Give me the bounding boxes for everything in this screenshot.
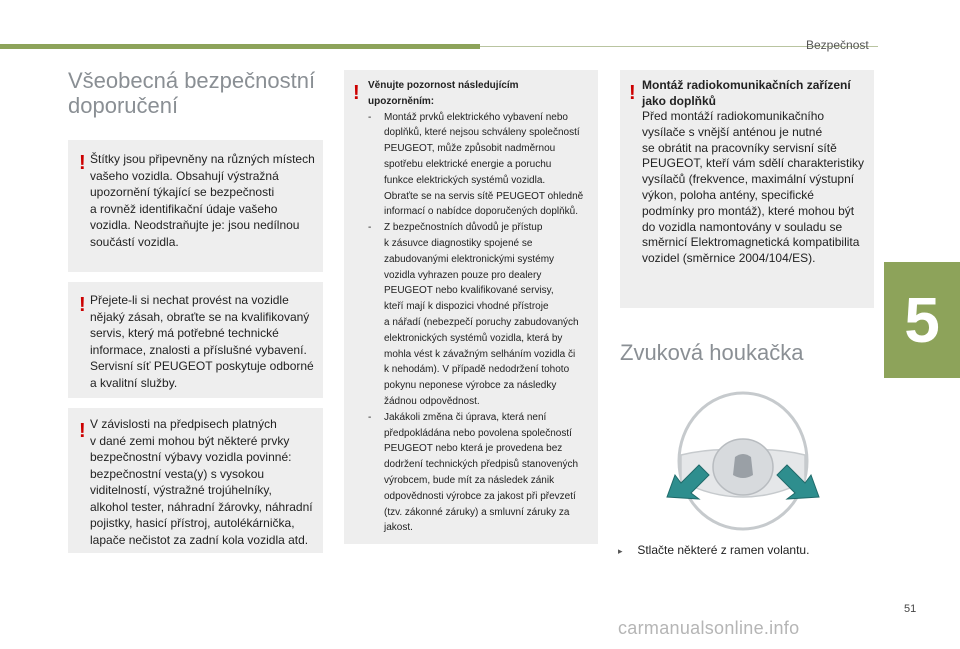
- note-text: Štítky jsou připevněny na různých místech vašeho vozidla. Obsahují výstražná upozornění týkající se bezpečnosti a rovněž identifikační údaje vašeho vozidla. Neodstraňujte je: jsou nedílnou součástí vozidla.: [90, 152, 315, 249]
- warning-icon: !: [79, 152, 86, 174]
- safety-note-equipment: [68, 408, 323, 553]
- note-text: V závislosti na předpisech platných v dané zemi mohou být některé prvky bezpečnostní výbavy vozidla povinné: bezpečnostní vesta(y) s vysokou viditelností, výstražné trojúhelníky, alkohol tester, náhradní žárovky, náhradní pojistky, hasicí přístroj, autolékárnička, lapače nečistot za zadní kola vozidla atd.: [90, 417, 313, 547]
- radio-title: Montáž radiokomunikačních zařízení jako doplňků: [642, 78, 851, 108]
- warning-icon: !: [79, 294, 86, 316]
- page-title: Všeobecná bezpečnostní doporučení: [68, 68, 316, 118]
- peugeot-logo-icon: [733, 454, 753, 478]
- warning-icon: !: [353, 82, 360, 104]
- radio-content: [642, 78, 872, 267]
- list-item: - Z bezpečnostních důvodů je přístup k zásuvce diagnostiky spojené se zabudovanými elektronickými systémy vozidla vyhrazen pouze pro dealery PEUGEOT nebo kvalifikované servisy, kteří mají k dispozici vhodné přístroje a nářadí (nebezpečí poruchy zabudovaných elektronických systémů vozidla, která by mohla vést k závažným selháním vozidla či k nehodám). V případě nedodržení tohoto pokynu neponese výrobce za následky žádnou odpovědnost.: [368, 222, 579, 407]
- list-item: - Montáž prvků elektrického vybavení nebo doplňků, které nejsou schváleny společností PEUGEOT, může způsobit nadměrnou spotřebu elektrické energie a poruchu funkce elektrických systémů vozidla. Obraťte se na servis sítě PEUGEOT ohledně informací o nabídce doporučených doplňků.: [368, 111, 584, 218]
- safety-note-service: [68, 282, 323, 398]
- list-item: - Jakákoli změna či úprava, která není předpokládána nebo povolena společností PEUGEOT nebo která je provedena bez dodržení technických předpisů stanovených výrobcem, bude mít za následek zánik odpovědnosti výrobce za jakost při převzetí (tzv. zákonné záruky) a smluvní záruky za jakost.: [368, 411, 579, 534]
- warning-box-accessories: [344, 70, 598, 544]
- warning-box-radio: [620, 70, 874, 308]
- warning-icon: !: [629, 82, 636, 104]
- page-number: 51: [904, 603, 917, 615]
- safety-note-labels: [68, 140, 323, 272]
- warning-title: Věnujte pozornost následujícím upozorněním:: [368, 80, 519, 107]
- step-text: Stlačte některé z ramen volantu.: [637, 543, 810, 557]
- step-arrow-icon: ▸: [618, 546, 623, 556]
- list-item-text: Jakákoli změna či úprava, která není předpokládána nebo povolena společností PEUGEOT nebo která je provedena bez dodržení technických předpisů stanovených výrobcem, bude mít za následek zánik odpovědnosti výrobce za jakost při převzetí (tzv. zákonné záruky) a smluvní záruky za jakost.: [384, 411, 579, 534]
- watermark: carmanualsonline.info: [618, 618, 800, 638]
- horn-heading: Zvuková houkačka: [620, 340, 804, 365]
- list-item-text: Z bezpečnostních důvodů je přístup k zásuvce diagnostiky spojené se zabudovanými elektronickými systémy vozidla vyhrazen pouze pro dealery PEUGEOT nebo kvalifikované servisy, kteří mají k dispozici vhodné přístroje a nářadí (nebezpečí poruchy zabudovaných elektronických systémů vozidla, která by mohla vést k závažným selháním vozidla či k nehodám). V případě nedodržení tohoto pokynu neponese výrobce za následky žádnou odpovědnost.: [384, 222, 579, 407]
- warning-list: [368, 110, 596, 537]
- header-accent-bar: [0, 44, 480, 49]
- radio-text: Před montáží radiokomunikačního vysílače s vnější anténou je nutné se obrátit na pracovníky servisní sítě PEUGEOT, kteří vám sdělí charakteristiky vysílačů (frekvence, maximální výstupní výkon, poloha antény, specifické podmínky pro montáž), které mohou být do vozidla namontovány v souladu se směrnicí Elektromagnetická kompatibilita vozidel (směrnice 2004/104/ES).: [642, 109, 865, 266]
- section-name: Bezpečnost: [806, 38, 869, 52]
- horn-step: [618, 543, 809, 557]
- warning-icon: !: [79, 420, 86, 442]
- note-text: Přejete-li si nechat provést na vozidle nějaký zásah, obraťte se na kvalifikovaný servis, který má potřebné technické informace, znalosti a příslušné vybavení. Servisní síť PEUGEOT poskytuje odborné a kvalitní služby.: [90, 293, 314, 390]
- steering-wheel-illustration: [655, 385, 825, 533]
- warning-content: [368, 78, 596, 536]
- list-item-text: Montáž prvků elektrického vybavení nebo doplňků, které nejsou schváleny společností PEUGEOT, může způsobit nadměrnou spotřebu elektrické energie a poruchu funkce elektrických systémů vozidla. Obraťte se na servis sítě PEUGEOT ohledně informací o nabídce doporučených doplňků.: [384, 111, 584, 218]
- chapter-tab: 5: [884, 262, 960, 378]
